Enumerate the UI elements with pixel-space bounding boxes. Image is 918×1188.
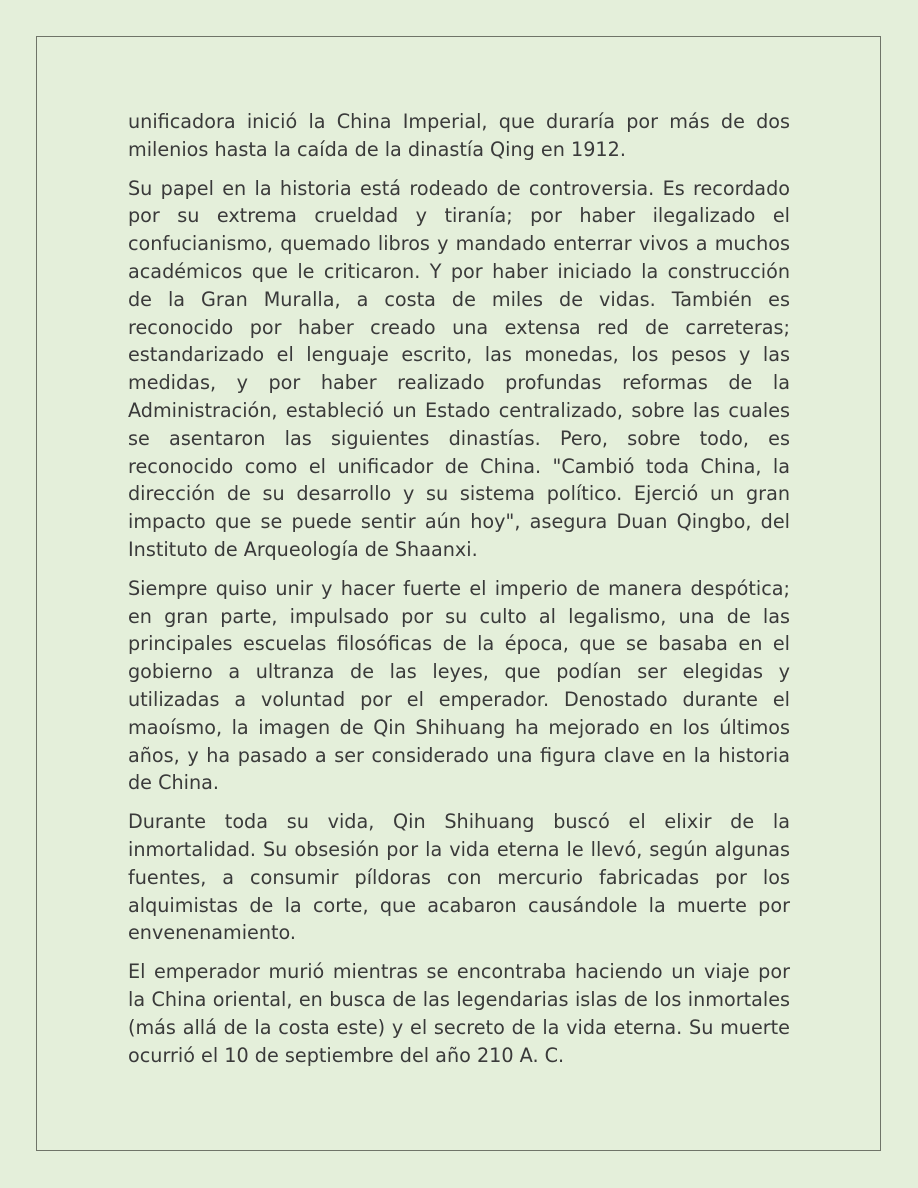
paragraph-1: unificadora inició la China Imperial, que duraría por más de dos milenios hasta la caída de la dinastía Qing en 1912.: [128, 110, 790, 161]
paragraph-3: Siempre quiso unir y hacer fuerte el imperio de manera despótica; en gran parte, impulsado por su culto al legalismo, una de las principales escuelas filosóficas de la época, que se basaba en el gobierno a ultranza de las leyes, que podían ser elegidas y utilizadas a voluntad por el emperador. Denostado durante el maoísmo, la imagen de Qin Shihuang ha mejorado en los últimos años, y ha pasado a ser considerado una figura clave en la historia de China.: [128, 576, 790, 795]
body-text: [128, 108, 790, 1080]
paragraph-2: Su papel en la historia está rodeado de controversia. Es recordado por su extrema crueldad y tiranía; por haber ilegalizado el confucianismo, quemado libros y mandado enterrar vivos a muchos académicos que le criticaron. Y por haber iniciado la construcción de la Gran Muralla, a costa de miles de vidas. También es reconocido por haber creado una extensa red de carreteras; estandarizado el lenguaje escrito, las monedas, los pesos y las medidas, y por haber realizado profundas reformas de la Administración, estableció un Estado centralizado, sobre las cuales se asentaron las siguientes dinastías. Pero, sobre todo, es reconocido como el unificador de China. "Cambió toda China, la dirección de su desarrollo y su sistema político. Ejerció un gran impacto que se puede sentir aún hoy", asegura Duan Qingbo, del Instituto de Arqueología de Shaanxi.: [128, 176, 790, 561]
paragraph-4: Durante toda su vida, Qin Shihuang buscó el elixir de la inmortalidad. Su obsesión por la vida eterna le llevó, según algunas fuentes, a consumir píldoras con mercurio fabricadas por los alquimistas de la corte, que acabaron causándole la muerte por envenenamiento.: [128, 810, 790, 945]
paragraph-5: El emperador murió mientras se encontraba haciendo un viaje por la China oriental, en busca de las legendarias islas de los inmortales (más allá de la costa este) y el secreto de la vida eterna. Su muerte ocurrió el 10 de septiembre del año 210 A. C.: [128, 960, 790, 1067]
